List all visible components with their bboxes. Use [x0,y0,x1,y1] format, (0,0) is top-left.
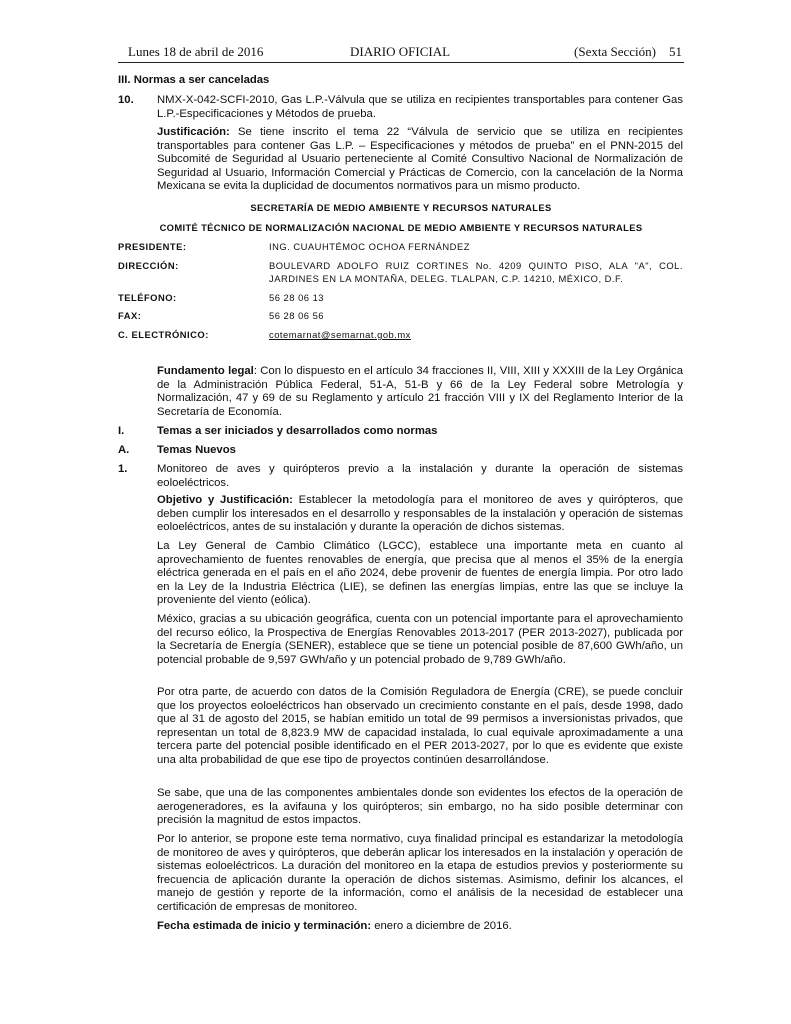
address-line-2: JARDINES EN LA MONTAÑA, DELEG. TLALPAN, C.P. 14210, MÉXICO, D.F. [269,273,624,284]
justification-paragraph [157,126,683,194]
president-label: PRESIDENTE: [118,241,187,252]
header-date: Lunes 18 de abril de 2016 [128,44,264,59]
fecha-text: enero a diciembre de 2016. [371,920,512,932]
section-iii-heading: III. Normas a ser canceladas [118,74,270,86]
comite-heading: COMITÉ TÉCNICO DE NORMALIZACIÓN NACIONAL DE MEDIO AMBIENTE Y RECURSOS NATURALES [159,222,643,233]
paragraph-propuesta: Por lo anterior, se propone este tema normativo, cuya finalidad principal es estandarizar la metodología de monitoreo de aves y quirópteros, que deberán aplicar los interesados en la instalación y operación de sistemas eoloeléctricos. La duración del monitoreo en la etapa de estudios previos y posteriormente su frecuencia de aplicación durante la operación de dichos sistemas. Asimismo, definir los alcances, el manejo de gestión y reporte de la información, como el análisis de la necesidad de establecer una certificación de empresas de monitoreo. [157,833,683,913]
fundamento-label: Fundamento legal [157,365,254,377]
paragraph-cre: Por otra parte, de acuerdo con datos de la Comisión Reguladora de Energía (CRE), se puede concluir que los proyectos eoloeléctricos han observado un crecimiento constante en el país, desde 1998, dado que al 31 de agosto del 2015, se habían emitido un total de 99 permisos a inversionistas privados, que representan un total de 8,823.9 MW de capacidad instalada, lo cual equivale aproximadamente a una tercera parte del potencial posible identificado en el PER 2013-2027, por lo que es evidente que existe una alta probabilidad de que ese tipo de proyectos continúen desarrollándose. [157,686,683,766]
paragraph-mexico: México, gracias a su ubicación geográfica, cuenta con un potencial importante para el aprovechamiento del recurso eólico, la Prospectiva de Energías Renovables 2013-2017 (PER 2013-2027), publicada por la Secretaría de Energía (SENER), establece que se tiene un potencial posible de 87,600 GWh/año, un potencial probable de 9,597 GWh/año y un potencial probado de 9,789 GWh/año. [157,613,683,666]
address-label: DIRECCIÓN: [118,260,179,271]
header-section: (Sexta Sección) [574,44,656,59]
header-publication: DIARIO OFICIAL [350,44,451,59]
fundamento-text: : Con lo dispuesto en el artículo 34 fracciones II, VIII, XIII y XXXIII de la Ley Orgánica de la Administración Pública Federal, 51-A, 51-B y 66 de la Ley Federal sobre Metrología y Normalización, 47 y 69 de su Reglamento y artículo 21 fracción VIII y IX del Reglamento Interior de la Secretaría de Economía. [157,365,683,418]
page-header [128,44,682,62]
item-10-number: 10. [118,94,134,106]
phone-label: TELÉFONO: [118,292,177,303]
header-section-page [574,44,682,60]
email-label: C. ELECTRÓNICO: [118,329,209,340]
objetivo-text: Establecer la metodología para el monitoreo de aves y quirópteros, que deben cumplir los interesados en el desarrollo y responsables de la instalación y operación de sistemas eoloeléctricos, antes de su instalación y durante la operación de dichos sistemas. [157,494,683,534]
address-line-1: BOULEVARD ADOLFO RUIZ CORTINES No. 4209 QUINTO PISO, ALA "A", COL. [269,260,683,271]
fax-value: 56 28 06 56 [269,310,325,321]
fax-label: FAX: [118,310,142,321]
justification-text: Se tiene inscrito el tema 22 “Válvula de servicio que se utiliza en recipientes transportables para contener Gas L.P. – Especificaciones y métodos de prueba” en el PNN-2015 del Subcomité de Seguridad al Usuario perteneciente al Comité Consultivo Nacional de Normalización de Seguridad al Usuario, Información Comercial y Prácticas de Comercio, con la cancelación de la Norma Mexicana se evita la duplicidad de documentos normativos para un mismo producto. [157,126,683,193]
item-1-text: Monitoreo de aves y quirópteros previo a la instalación y durante la operación de sistemas eoloeléctricos. [157,463,683,489]
justification-label: Justificación: [157,126,230,138]
fecha-paragraph [157,920,683,934]
header-page-number: 51 [669,44,682,59]
paragraph-lgcc: La Ley General de Cambio Climático (LGCC), establece una importante meta en cuanto al aprovechamiento de fuentes renovables de energía, que precisa que al menos el 35% de la energía eléctrica generada en el país en el año 2024, debe provenir de fuentes de energía limpia. Por otro lado en la Ley de la Industria Eléctrica (LIE), se definen las energías limpias, entre las que se incluye la proveniente del viento (eólica). [157,540,683,607]
fundamento-paragraph [157,365,683,419]
section-i-heading: Temas a ser iniciados y desarrollados como normas [157,425,438,437]
subsection-a-heading: Temas Nuevos [157,444,236,456]
item-10-text: NMX-X-042-SCFI-2010, Gas L.P.-Válvula que se utiliza en recipientes transportables para contener Gas L.P.-Especificaciones y Métodos de prueba. [157,94,683,120]
objetivo-paragraph [157,494,683,535]
secretaria-heading: SECRETARÍA DE MEDIO AMBIENTE Y RECURSOS NATURALES [250,202,552,213]
header-rule [118,62,684,63]
email-link[interactable]: cotemarnat@semarnat.gob.mx [269,329,411,340]
phone-value: 56 28 06 13 [269,292,325,303]
fecha-label: Fecha estimada de inicio y terminación: [157,920,372,932]
president-value: ING. CUAUHTÉMOC OCHOA FERNÁNDEZ [269,241,470,252]
objetivo-label: Objetivo y Justificación: [157,494,293,506]
item-1-number: 1. [118,463,128,475]
paragraph-avifauna: Se sabe, que una de las componentes ambientales donde son evidentes los efectos de la operación de aerogeneradores, es la avifauna y los quirópteros; sin embargo, no ha sido posible determinar con precisión la magnitud de estos impactos. [157,787,683,827]
subsection-a-letter: A. [118,444,130,456]
section-i-number: I. [118,425,125,437]
